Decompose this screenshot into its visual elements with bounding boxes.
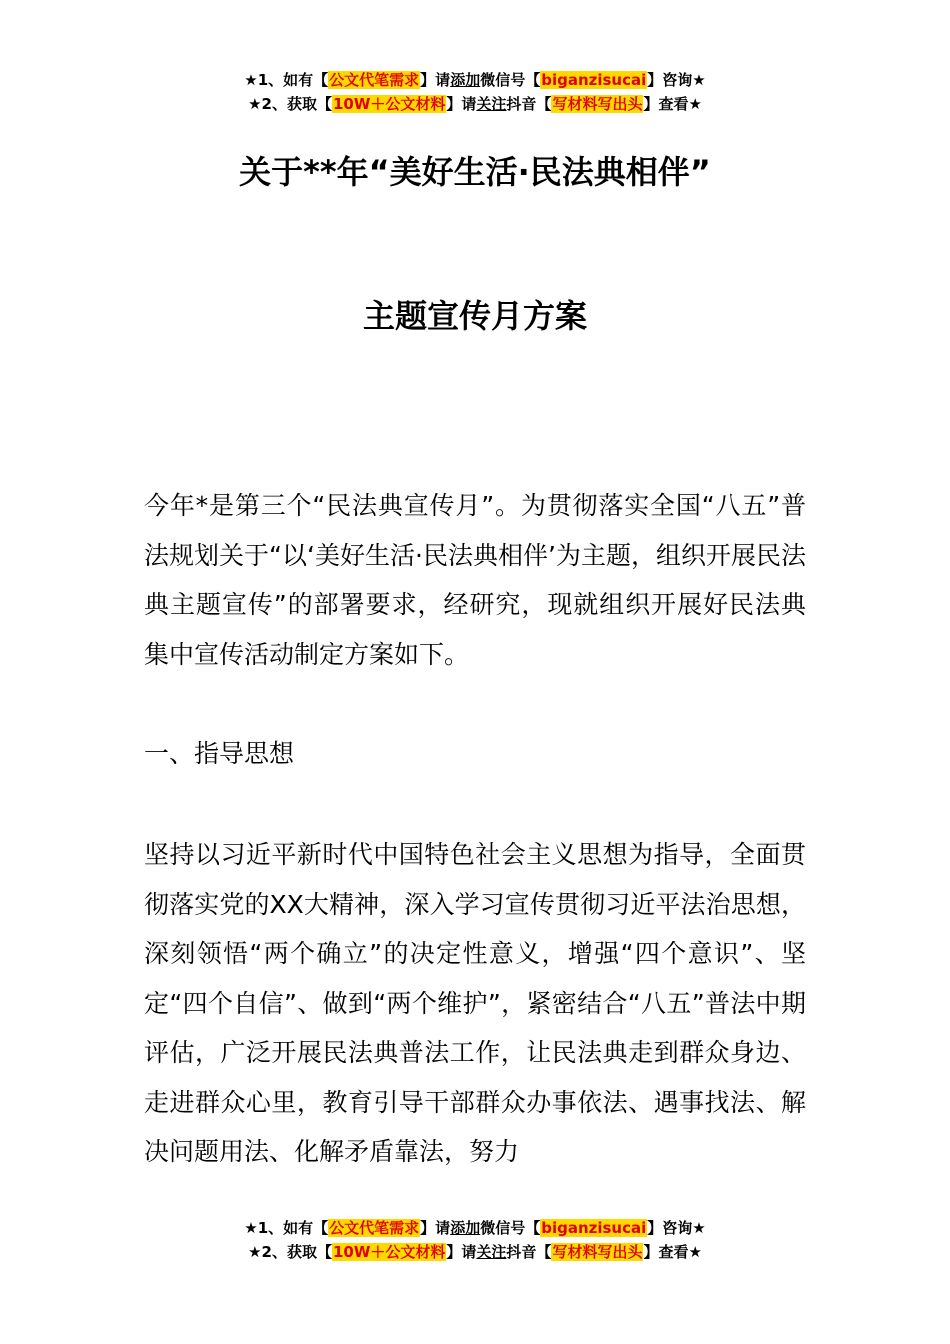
highlight-wechat-id: biganzisucai: [541, 71, 647, 89]
document-title-line-1: 关于**年“美好生活·民法典相伴”: [239, 153, 711, 191]
highlight-wechat-id: biganzisucai: [541, 1219, 647, 1237]
bottom-banner: [0, 1216, 950, 1264]
banner-line-2: ★2、获取【10W＋公文材料】请关注抖音【写材料写出头】查看★: [248, 1243, 702, 1261]
document-title-line-2: 主题宣传月方案: [362, 297, 587, 335]
section-heading-guiding-ideology: 一、指导思想: [144, 739, 295, 768]
top-banner: [0, 68, 950, 116]
banner-line-1: ★1、如有【公文代笔需求】请添加微信号【biganzisucai】咨询★: [244, 1219, 706, 1237]
highlight-service: 公文代笔需求: [329, 1219, 420, 1237]
highlight-service: 公文代笔需求: [329, 71, 420, 89]
highlight-douyin: 写材料写出头: [552, 95, 643, 113]
banner-line-1: ★1、如有【公文代笔需求】请添加微信号【biganzisucai】咨询★: [244, 71, 706, 89]
section-paragraph-guiding-ideology: 坚持以习近平新时代中国特色社会主义思想为指导，全面贯彻落实党的XX大精神，深入学习宣传贯彻习近平法治思想，深刻领悟“两个确立”的决定性意义，增强“四个意识”、坚定“四个自信”、做到“两个维护”，紧密结合“八五”普法中期评估，广泛开展民法典普法工作，让民法典走到群众身边、走进群众心里，教育引导干部群众办事依法、遇事找法、解决问题用法、化解矛盾靠法，努力: [144, 840, 806, 1166]
intro-paragraph: 今年*是第三个“民法典宣传月”。为贯彻落实全国“八五”普法规划关于“以‘美好生活·民法典相伴’为主题，组织开展民法典主题宣传”的部署要求，经研究，现就组织开展好民法典集中宣传活动制定方案如下。: [144, 491, 806, 669]
banner-line-2: ★2、获取【10W＋公文材料】请关注抖音【写材料写出头】查看★: [248, 95, 702, 113]
highlight-materials: 10W＋公文材料: [332, 1243, 446, 1261]
highlight-materials: 10W＋公文材料: [332, 95, 446, 113]
highlight-douyin: 写材料写出头: [552, 1243, 643, 1261]
